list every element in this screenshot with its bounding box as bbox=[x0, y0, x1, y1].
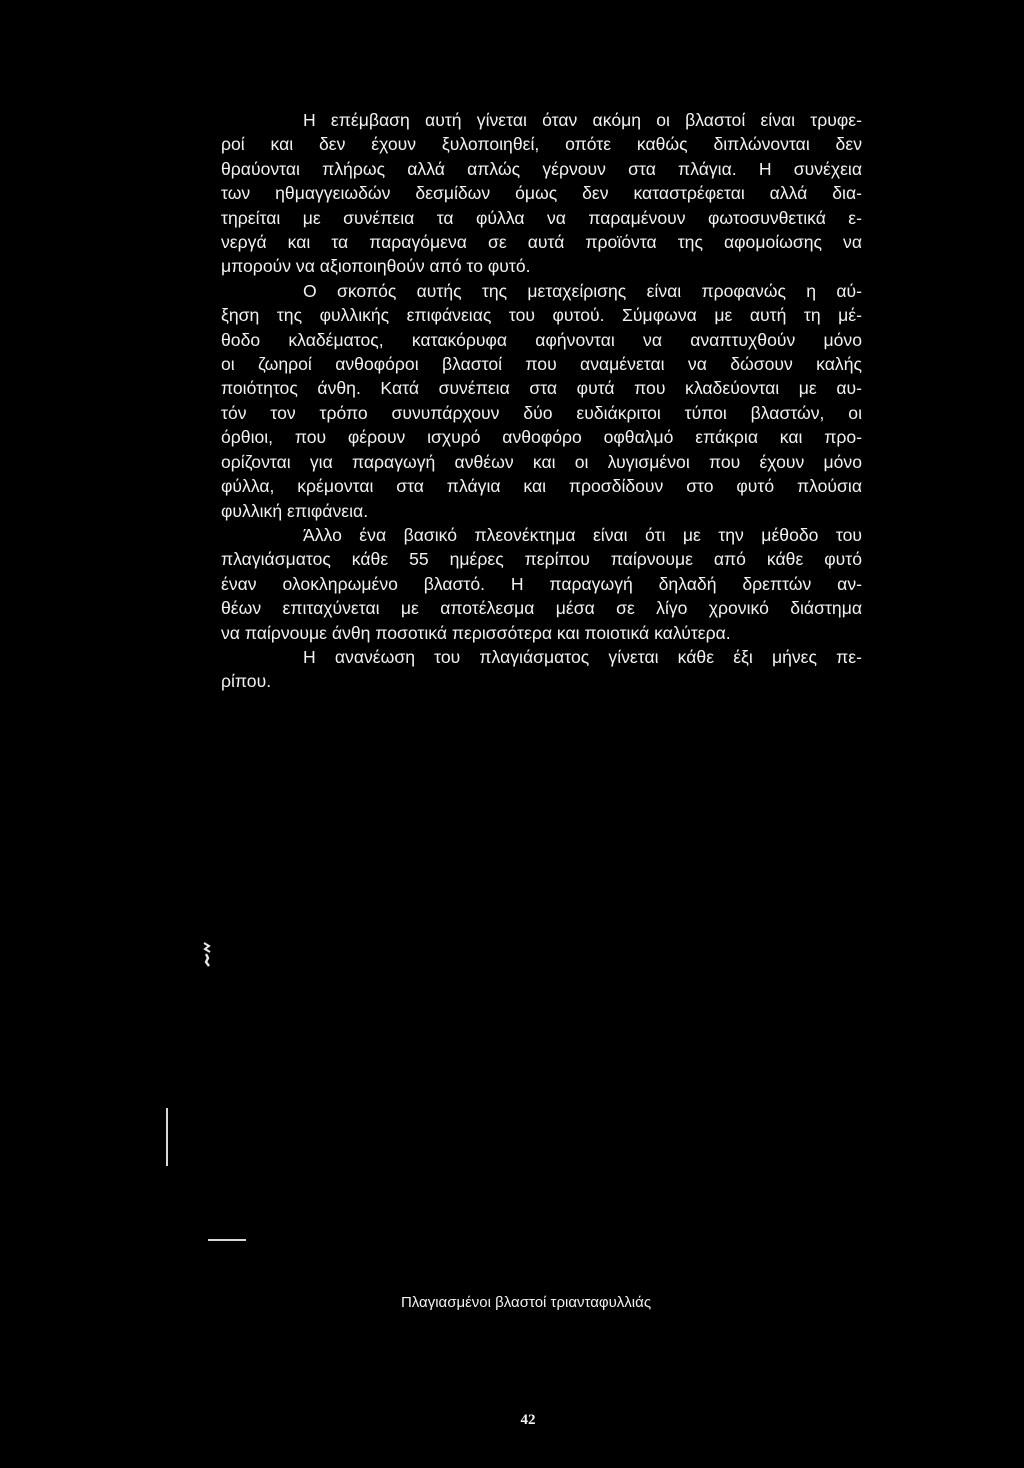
text-line: οι ζωηροί ανθοφόροι βλαστοί που αναμένεται να δώσουν καλής bbox=[221, 354, 862, 375]
text-line: όρθιοι, που φέρουν ισχυρό ανθοφόρο οφθαλμό επάκρια και προ- bbox=[221, 427, 862, 448]
text-line: ξηση της φυλλικής επιφάνειας του φυτού. Σύμφωνα με αυτή τη μέ- bbox=[221, 305, 862, 326]
paragraph-3 bbox=[221, 523, 862, 645]
text-line: Η επέμβαση αυτή γίνεται όταν ακόμη οι βλαστοί είναι τρυφε- bbox=[303, 110, 862, 130]
text-line: ρίπου. bbox=[221, 671, 272, 692]
text-line: Η ανανέωση του πλαγιάσματος γίνεται κάθε έξι μήνες πε- bbox=[303, 646, 862, 667]
text-line: θοδο κλαδέματος, κατακόρυφα αφήνονται να αναπτυχθούν μόνο bbox=[221, 329, 862, 350]
text-line: θραύονται πλήρως αλλά απλώς γέρνουν στα πλάγια. Η συνέχεια bbox=[221, 158, 862, 179]
text-line: των ηθμαγγειωδών δεσμίδων όμως δεν καταστρέφεται αλλά δια- bbox=[221, 183, 862, 204]
text-line: ορίζονται για παραγωγή ανθέων και οι λυγισμένοι που έχουν μόνο bbox=[221, 451, 862, 472]
text-line: θέων επιταχύνεται με αποτέλεσμα μέσα σε λίγο χρονικό διάστημα bbox=[221, 598, 862, 619]
scan-artifact-mark bbox=[200, 940, 214, 968]
figure-caption-text: Πλαγιασμένοι βλαστοί τριανταφυλλιάς bbox=[400, 1294, 652, 1311]
figure-caption bbox=[0, 1294, 1024, 1311]
text-line: πλαγιάσματος κάθε 55 ημέρες περίπου παίρνουμε από κάθε φυτό bbox=[221, 549, 862, 570]
text-line: Ο σκοπός αυτής της μεταχείρισης είναι προφανώς η αύ- bbox=[303, 280, 862, 301]
text-line: φύλλα, κρέμονται στα πλάγια και προσδίδουν στο φυτό πλούσια bbox=[221, 476, 862, 497]
paragraph-2 bbox=[221, 279, 862, 523]
text-line: ροί και δεν έχουν ξυλοποιηθεί, οπότε καθώς διπλώνονται δεν bbox=[221, 134, 862, 155]
text-line: μπορούν να αξιοποιηθούν από το φυτό. bbox=[221, 256, 531, 277]
text-line: τόν τον τρόπο συνυπάρχουν δύο ευδιάκριτοι τύποι βλαστών, οι bbox=[221, 402, 862, 423]
text-line: τηρείται με συνέπεια τα φύλλα να παραμένουν φωτοσυνθετικά ε- bbox=[221, 207, 862, 228]
page-number-text: 42 bbox=[520, 1412, 536, 1428]
scan-artifact-horizontal-line bbox=[208, 1239, 246, 1241]
text-line: να παίρνουμε άνθη ποσοτικά περισσότερα και ποιοτικά καλύτερα. bbox=[221, 622, 731, 643]
text-line: ποιότητος άνθη. Κατά συνέπεια στα φυτά που κλαδεύονται με αυ- bbox=[221, 378, 862, 399]
scan-artifact-vertical-line bbox=[166, 1108, 168, 1166]
page-number bbox=[0, 1412, 1024, 1429]
paragraph-1 bbox=[221, 108, 862, 279]
text-line: Άλλο ένα βασικό πλεονέκτημα είναι ότι με την μέθοδο του bbox=[303, 524, 862, 545]
body-text bbox=[221, 108, 862, 694]
text-line: νεργά και τα παραγόμενα σε αυτά προϊόντα της αφομοίωσης να bbox=[221, 232, 862, 253]
text-line: φυλλική επιφάνεια. bbox=[221, 500, 369, 521]
text-line: έναν ολοκληρωμένο βλαστό. Η παραγωγή δηλαδή δρεπτών αν- bbox=[221, 573, 862, 594]
paragraph-4 bbox=[221, 645, 862, 694]
